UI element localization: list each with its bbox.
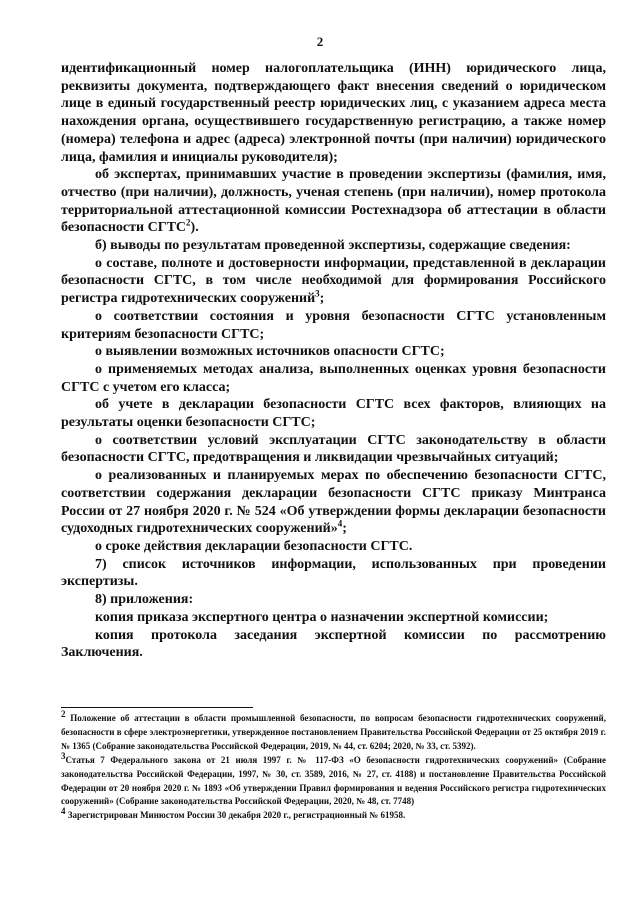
footnote-ref-4: 4 xyxy=(337,518,343,529)
paragraph-operating-conditions: о соответствии условий эксплуатации СГТС законодательству в области безопасности СГТС, предотвращения и ликвидации чрезвычайных ситуаций; xyxy=(61,432,606,466)
paragraph-conclusions-heading: б) выводы по результатам проведенной экспертизы, содержащие сведения: xyxy=(95,238,571,254)
paragraph-sources-list: 7) список источников информации, использованных при проведении экспертизы. xyxy=(61,556,606,590)
footnote-divider xyxy=(61,707,253,708)
paragraph-attachments-heading: 8) приложения: xyxy=(95,592,194,608)
paragraph-experts: об экспертах, принимавших участие в проведении экспертизы (фамилия, имя, отчество (при наличии), должность, ученая степень (при наличии), номер протокола территориальной аттестационной комиссии Ростехнадзора об аттестации в области безопасности СГТС$^2$). xyxy=(61,167,606,236)
paragraph-attachment-order: копия приказа экспертного центра о назначении экспертной комиссии; xyxy=(95,609,549,625)
footnote-2: $^2$ Положение об аттестации в области промышленной безопасности, по вопросам безопасности гидротехнических сооружений, безопасности в сфере электроэнергетики, утвержденное постановлением Правительства Российской Федерации от 25 октября 2019 г. № 1365 (Собрание законодательства Российской Федерации, 2019, № 44, ст. 6204; 2020, № 33, ст. 5392). xyxy=(61,709,606,751)
paragraph-legal-entity-details: идентификационный номер налогоплательщика (ИНН) юридического лица, реквизиты документа, подтверждающего факт внесения сведений о юридическом лице в единый государственный реестр юридических лиц, с указанием адреса места нахождения органа, осуществившего государственную регистрацию, а также номер (номера) телефона и адрес (адреса) электронной почты (при наличии) юридического лица, фамилия и инициалы руководителя); xyxy=(61,61,606,165)
paragraph-factors: об учете в декларации безопасности СГТС всех факторов, влияющих на результаты оценки безопасности СГТС; xyxy=(61,397,606,431)
footnote-ref-2: 2 xyxy=(186,217,191,228)
footnotes xyxy=(61,709,606,823)
paragraph-validity: о сроке действия декларации безопасности СГТС. xyxy=(95,538,413,554)
paragraph-measures: о реализованных и планируемых мерах по обеспечению безопасности СГТС, соответствии содержания декларации безопасности СГТС приказу Минтранса России от 27 ноября 2020 г. № 524 «Об утверждении формы декларации безопасности судоходных гидротехнических сооружений»$^4$; xyxy=(61,468,606,537)
paragraph-composition: о составе, полноте и достоверности информации, представленной в декларации безопасности СГТС, в том числе необходимой для формирования Российского регистра гидротехнических сооружений$^3$; xyxy=(61,255,606,307)
paragraph-attachment-protocol: копия протокола заседания экспертной комиссии по рассмотрению Заключения. xyxy=(61,627,606,661)
footnote-4: $^4$ Зарегистрирован Минюстом России 30 декабря 2020 г., регистрационный № 61958. xyxy=(61,806,406,821)
footnote-ref-3: 3 xyxy=(315,288,320,299)
paragraph-safety-level: о соответствии состояния и уровня безопасности СГТС установленным критериям безопасности СГТС; xyxy=(61,308,606,342)
footnote-3: $^3$Статья 7 Федерального закона от 21 июля 1997 г. № 117-ФЗ «О безопасности гидротехнических сооружений» (Собрание законодательства Российской Федерации, 1997, № 30, ст. 3589, 2016, № 27, ст. 4188) и постановление Правительства Российской Федерации от 20 ноября 2020 г. № 1893 «Об утверждении Правил формирования и ведения Российского регистра гидротехнических сооружений» (Собрание законодательства Российской Федерации, 2020, № 48, ст. 7748) xyxy=(61,750,606,807)
paragraph-analysis-methods: о применяемых методах анализа, выполненных оценках уровня безопасности СГТС с учетом его класса; xyxy=(61,361,606,395)
page-number: 2 xyxy=(316,34,324,49)
paragraph-hazard-sources: о выявлении возможных источников опасности СГТС; xyxy=(95,344,445,360)
document-body xyxy=(61,60,606,662)
